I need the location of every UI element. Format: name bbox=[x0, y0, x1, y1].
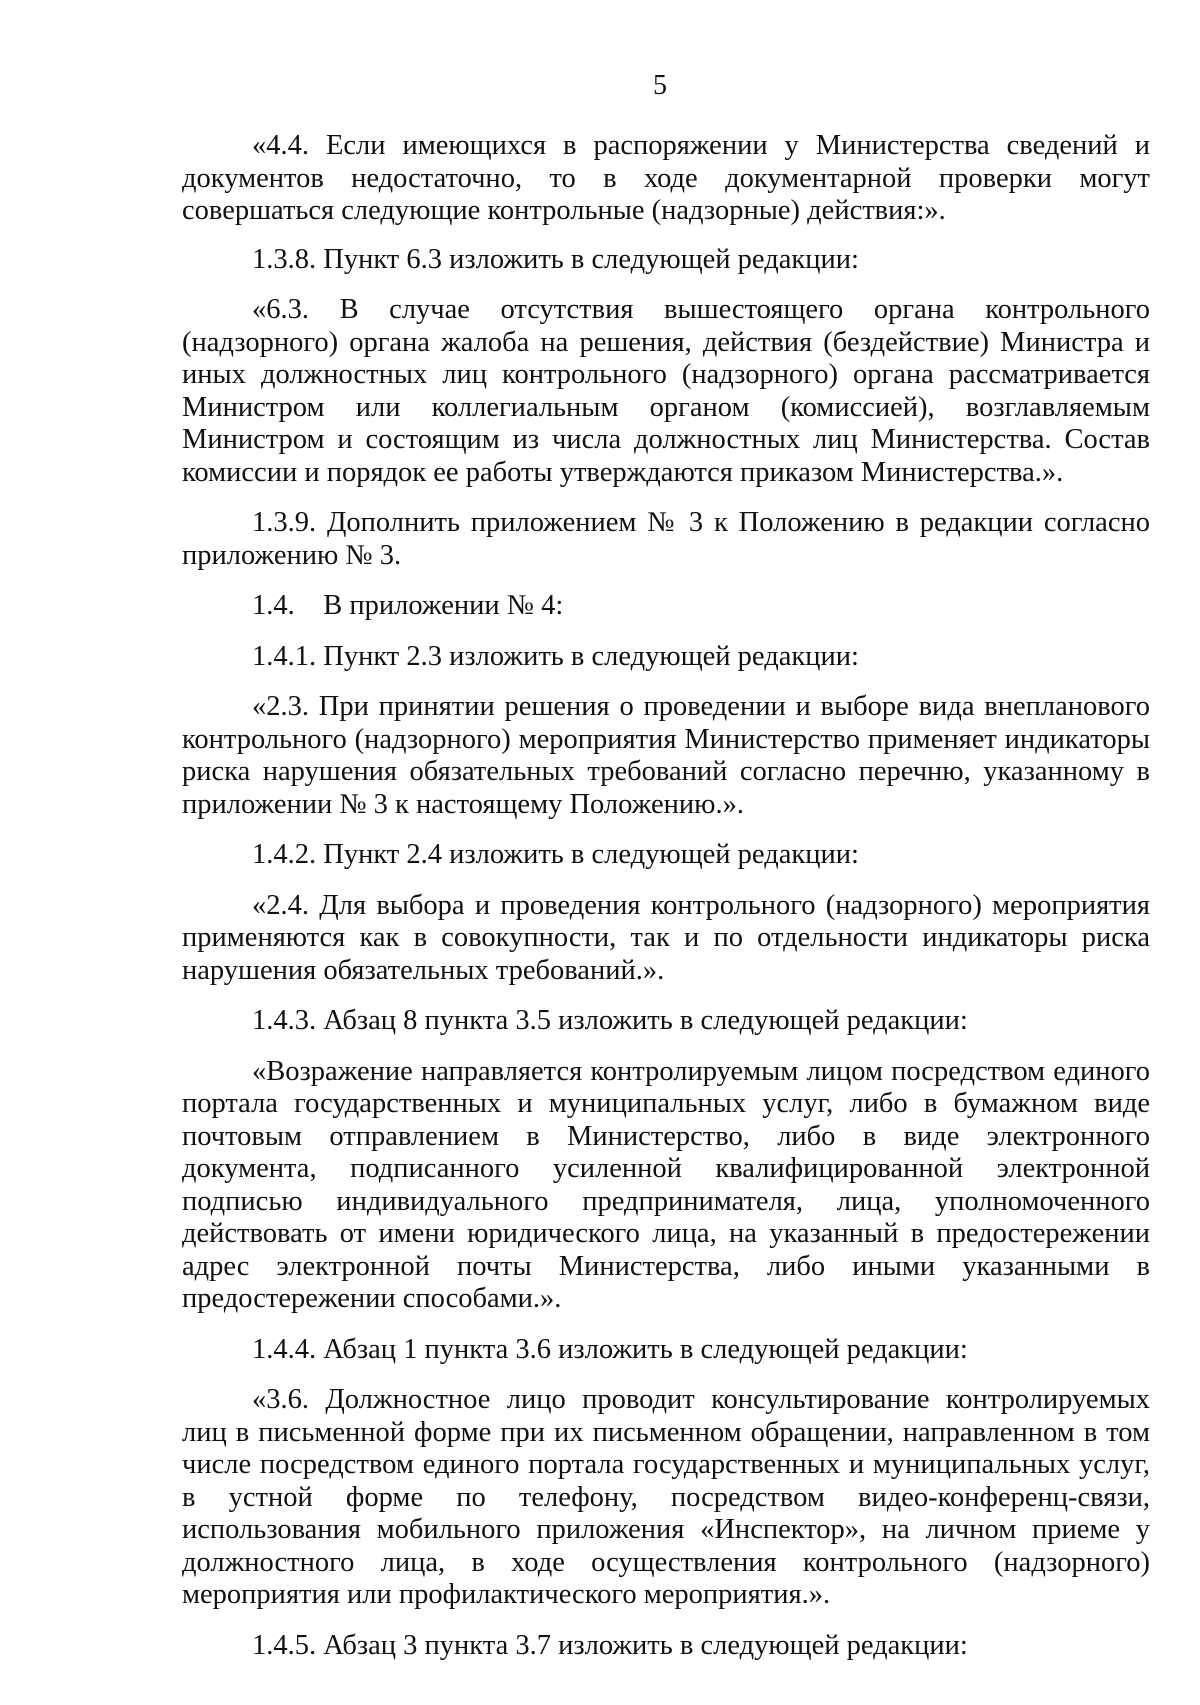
paragraph-1-4-5: 1.4.5. Абзац 3 пункта 3.7 изложить в следующей редакции: bbox=[252, 1629, 968, 1661]
paragraph-1-4-2: 1.4.2. Пункт 2.4 изложить в следующей редакции: bbox=[252, 839, 859, 870]
paragraph-6-3: «6.3. В случае отсутствия вышестоящего органа контрольного (надзорного) органа жалоба на решения, действия (бездействие) Министра и иных должностных лиц контрольного (надзорного) органа рассматривается Министром или коллегиальным органом (комиссией), возглавляемым Министром и состоящим из числа должностных лиц Министерства. Состав комиссии и порядок ее работы утверждаются приказом Министерства.». bbox=[182, 294, 1150, 488]
document-body bbox=[182, 130, 1150, 1680]
paragraph-1-4-4: 1.4.4. Абзац 1 пункта 3.6 изложить в следующей редакции: bbox=[252, 1333, 968, 1365]
paragraph-1-4-1: 1.4.1. Пункт 2.3 изложить в следующей редакции: bbox=[252, 640, 859, 672]
paragraph-2-4: «2.4. Для выбора и проведения контрольного (надзорного) мероприятия применяются как в совокупности, так и по отдельности индикаторы риска нарушения обязательных требований.». bbox=[182, 889, 1150, 986]
page-number: 5 bbox=[653, 70, 667, 101]
paragraph-4-4: «4.4. Если имеющихся в распоряжении у Министерства сведений и документов недостаточно, то в ходе документарной проверки могут совершаться следующие контрольные (надзорные) действия:». bbox=[182, 130, 1150, 226]
paragraph-2-3: «2.3. При принятии решения о проведении и выборе вида внепланового контрольного (надзорного) мероприятия Министерство применяет индикаторы риска нарушения обязательных требований согласно перечню, указанному в приложении № 3 к настоящему Положению.». bbox=[182, 691, 1150, 820]
paragraph-1-4-3: 1.4.3. Абзац 8 пункта 3.5 изложить в следующей редакции: bbox=[252, 1005, 968, 1036]
paragraph-1-4: 1.4. В приложении № 4: bbox=[252, 590, 564, 621]
paragraph-vozrazhenie: «Возражение направляется контролируемым лицом посредством единого портала государственных и муниципальных услуг, либо в бумажном виде почтовым отправлением в Министерство, либо в виде электронного документа, подписанного усиленной квалифицированной электронной подписью индивидуального предпринимателя, лица, уполномоченного действовать от имени юридического лица, на указанный в предостережении адрес электронной почты Министерства, либо иными указанными в предостережении способами.». bbox=[182, 1055, 1150, 1314]
paragraph-1-3-8: 1.3.8. Пункт 6.3 изложить в следующей редакции: bbox=[252, 243, 859, 275]
paragraph-1-3-9: 1.3.9. Дополнить приложением № 3 к Положению в редакции согласно приложению № 3. bbox=[182, 507, 1150, 571]
paragraph-3-6: «3.6. Должностное лицо проводит консультирование контролируемых лиц в письменной форме при их письменном обращении, направленном в том числе посредством единого портала государственных и муниципальных услуг, в устной форме по телефону, посредством видео-конференц-связи, использования мобильного приложения «Инспектор», на личном приеме у должностного лица, в ходе осуществления контрольного (надзорного) мероприятия или профилактического мероприятия.». bbox=[182, 1384, 1150, 1610]
